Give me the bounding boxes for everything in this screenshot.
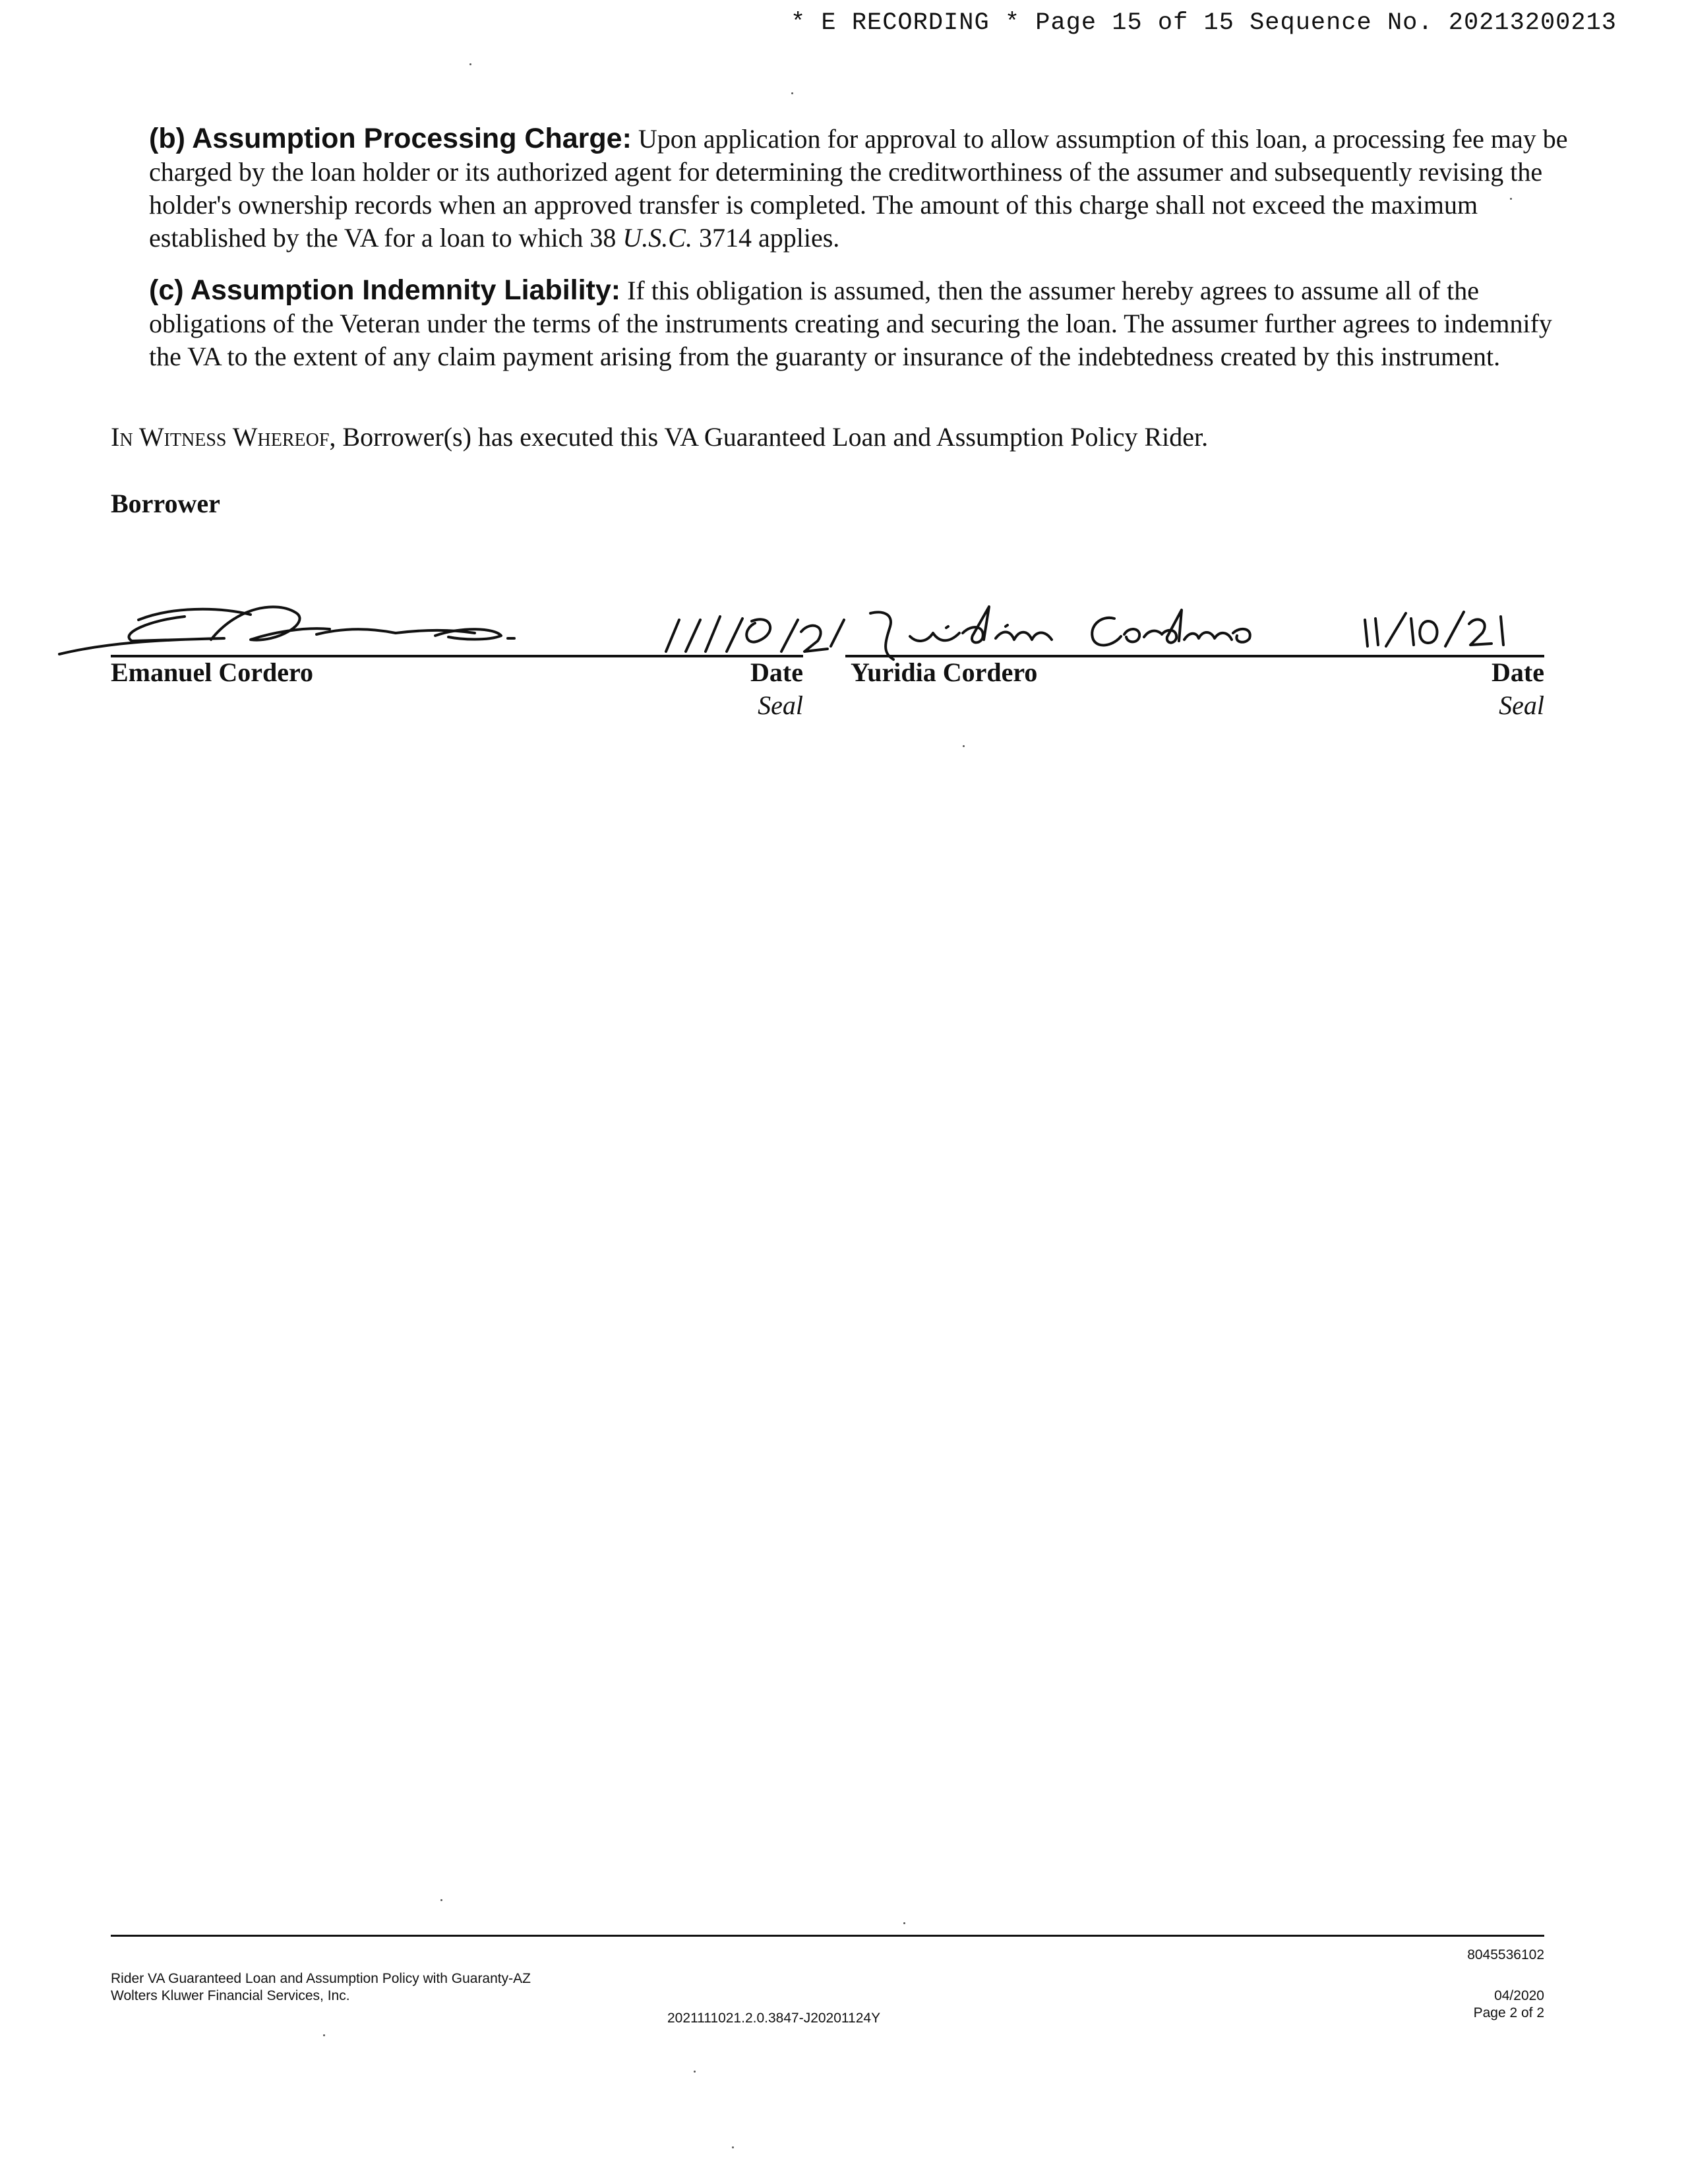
publisher-name: Wolters Kluwer Financial Services, Inc. xyxy=(111,1988,350,2003)
scan-speck xyxy=(791,92,793,94)
scan-speck xyxy=(1510,198,1512,200)
signer-name: Emanuel Cordero xyxy=(111,657,314,687)
paragraph-assumption-indemnity-liability xyxy=(111,274,1586,373)
scan-speck xyxy=(323,2034,325,2036)
handwritten-date-1 xyxy=(666,617,844,652)
witness-clause xyxy=(111,421,1548,454)
scan-speck xyxy=(903,1922,905,1924)
scan-speck xyxy=(440,1899,442,1901)
signature-yuridia-cordero xyxy=(870,607,1250,659)
witness-text: Borrower(s) has executed this VA Guaranteed Loan and Assumption Policy Rider. xyxy=(336,422,1209,452)
scan-speck xyxy=(469,63,471,65)
page-number: Page 2 of 2 xyxy=(1473,2005,1544,2020)
handwritten-date-2 xyxy=(1365,612,1503,646)
form-revision: 04/2020 xyxy=(1494,1988,1544,2003)
recording-stamp: * E RECORDING * Page 15 of 15 Sequence No. 20213200213 xyxy=(791,9,1617,37)
paragraph-text-end: 3714 applies. xyxy=(692,223,840,253)
seal-label: Seal xyxy=(1499,690,1544,720)
witness-lead: In Witness Whereof, xyxy=(111,422,336,452)
paragraph-heading: (c) Assumption Indemnity Liability: xyxy=(149,274,621,306)
date-label: Date xyxy=(750,657,803,687)
paragraph-heading: (b) Assumption Processing Charge: xyxy=(149,123,632,154)
document-id: 2021111021.2.0.3847-J20201124Y xyxy=(667,2011,881,2026)
borrower-heading: Borrower xyxy=(111,489,220,518)
footer-divider xyxy=(111,1935,1544,1937)
seal-label: Seal xyxy=(758,690,803,720)
date-label: Date xyxy=(1492,657,1544,687)
statute-citation: U.S.C. xyxy=(622,223,692,253)
scan-speck xyxy=(963,745,965,747)
loan-number: 8045536102 xyxy=(1467,1947,1544,1962)
scan-speck xyxy=(694,2071,696,2073)
signature-emanuel-cordero xyxy=(59,607,514,654)
paragraph-text: Upon application for approval to allow assumption of this loan, a processing fee may be charged by the loan holder or its authorized agent for determining the creditworthiness of the assumer and subsequently revising the holder's ownership records when an approved transfer is completed. The amount of this charge shall not exceed the maximum established by the VA for a loan to which 38 xyxy=(149,124,1568,253)
handwritten-signatures xyxy=(53,580,1569,666)
scan-speck xyxy=(732,2146,734,2148)
paragraph-assumption-processing-charge xyxy=(111,122,1586,255)
paragraph-text: If this obligation is assumed, then the assumer hereby agrees to assume all of the obligations of the Veteran under the terms of the instruments creating and securing the loan. The assumer further agrees to indemnify the VA to the extent of any claim payment arising from the guaranty or insurance of the indebtedness created by this instrument. xyxy=(149,276,1552,371)
signer-name: Yuridia Cordero xyxy=(851,657,1038,687)
form-title: Rider VA Guaranteed Loan and Assumption Policy with Guaranty-AZ xyxy=(111,1971,531,1986)
